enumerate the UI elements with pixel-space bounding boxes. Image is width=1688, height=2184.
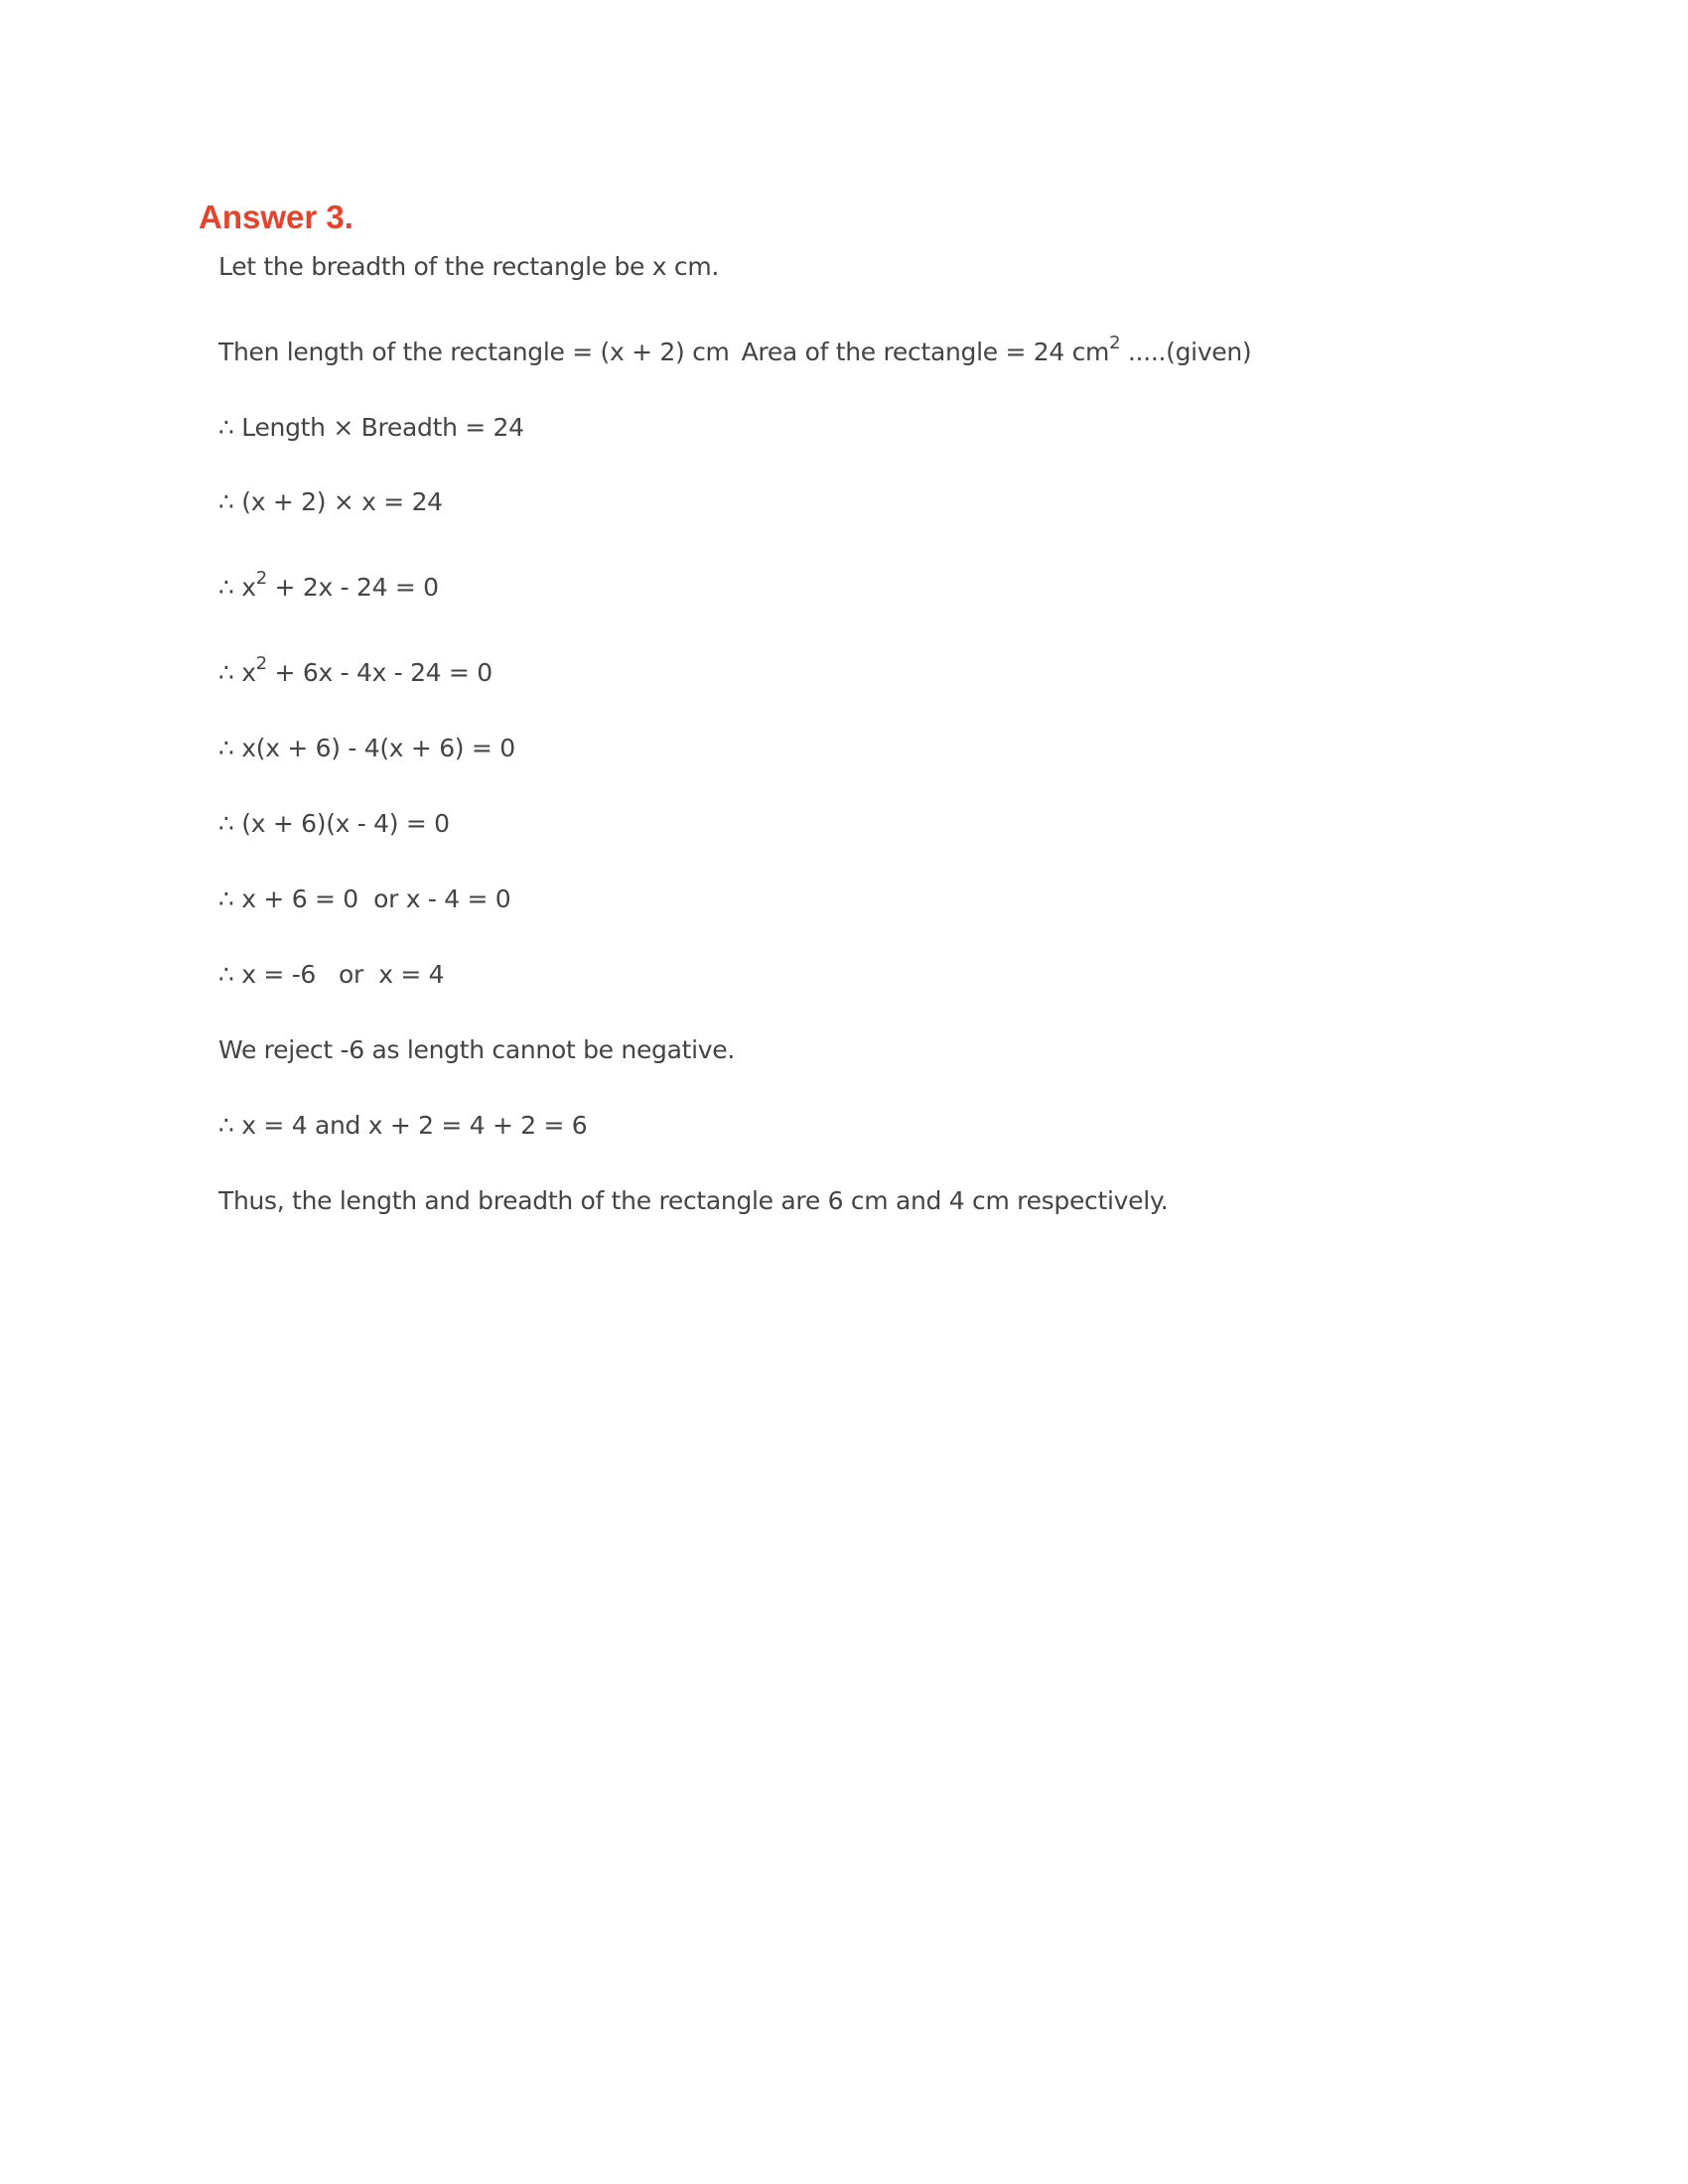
step-3-exponent: 2 [255, 568, 267, 589]
length-expression: Then length of the rectangle = (x + 2) cm [218, 338, 730, 366]
solution-line-step-3 [218, 568, 439, 605]
solution-line-step-2: ∴ (x + 2) × x = 24 [218, 487, 443, 516]
answer-heading: Answer 3. [199, 199, 353, 235]
step-4-exponent: 2 [255, 653, 267, 674]
solution-line-step-1: ∴ Length × Breadth = 24 [218, 413, 524, 442]
solution-line-conclusion: Thus, the length and breadth of the rectangle are 6 cm and 4 cm respectively. [218, 1186, 1169, 1215]
solution-line-step-6: ∴ (x + 6)(x - 4) = 0 [218, 809, 450, 838]
solution-line-rejection: We reject -6 as length cannot be negative. [218, 1035, 735, 1064]
area-expression: Area of the rectangle = 24 cm [741, 338, 1110, 366]
solution-line-step-5: ∴ x(x + 6) - 4(x + 6) = 0 [218, 734, 515, 762]
given-note: .....(given) [1120, 338, 1252, 366]
solution-line-step-9: ∴ x = 4 and x + 2 = 4 + 2 = 6 [218, 1111, 588, 1140]
area-exponent: 2 [1109, 333, 1121, 353]
solution-line-given [218, 333, 1252, 369]
step-3-prefix: ∴ x [218, 573, 256, 602]
step-4-rest: + 6x - 4x - 24 = 0 [266, 658, 492, 687]
solution-line-assumption: Let the breadth of the rectangle be x cm. [218, 252, 720, 281]
step-3-rest: + 2x - 24 = 0 [266, 573, 439, 602]
solution-line-step-7: ∴ x + 6 = 0 or x - 4 = 0 [218, 885, 511, 913]
solution-line-step-8: ∴ x = -6 or x = 4 [218, 960, 445, 989]
step-4-prefix: ∴ x [218, 658, 256, 687]
solution-line-step-4 [218, 653, 492, 690]
